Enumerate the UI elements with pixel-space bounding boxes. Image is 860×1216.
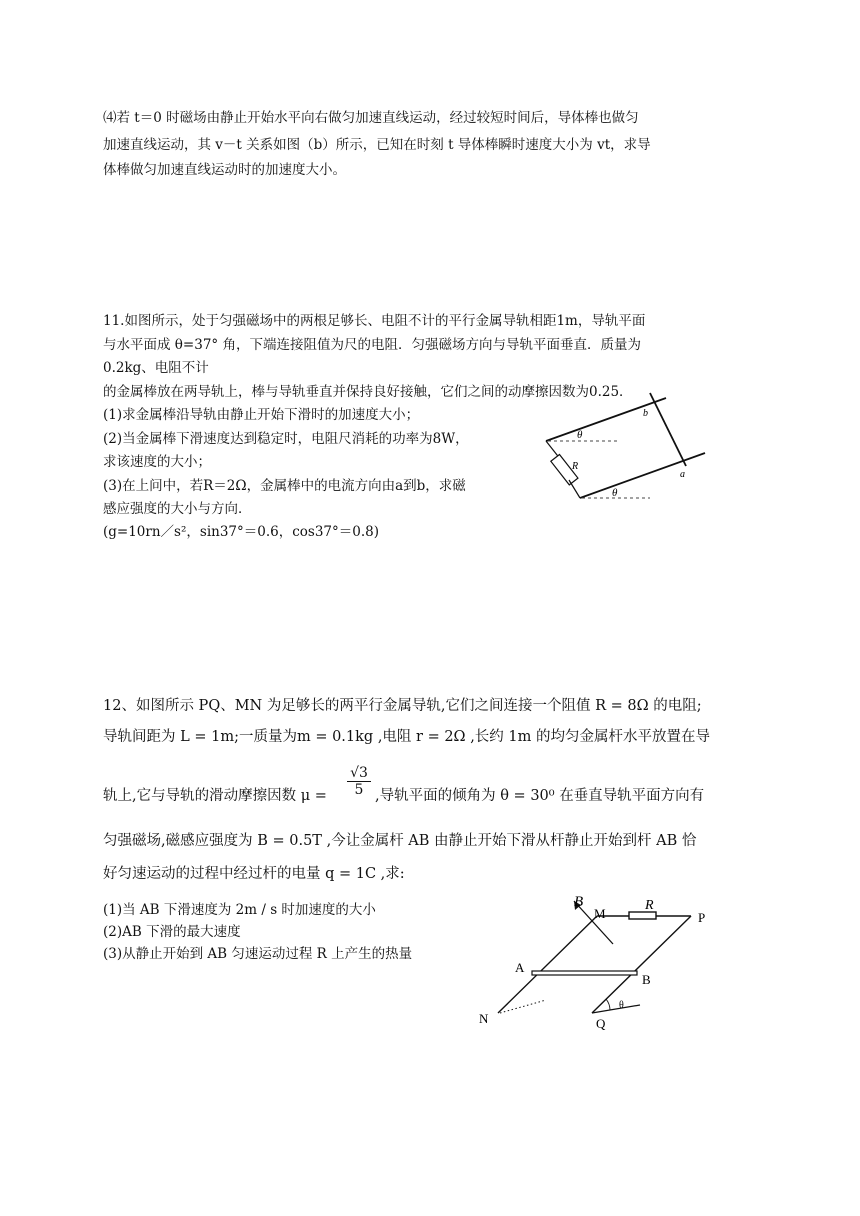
q11-fig-label-a: a bbox=[680, 469, 685, 480]
q12-line-3a: 轨上,它与导轨的滑动摩擦因数 μ = bbox=[103, 788, 327, 804]
q12-fig-theta: θ bbox=[619, 1000, 624, 1011]
q12-fig-resistor-R: R bbox=[645, 898, 654, 913]
q11-figure-incline-rails bbox=[540, 390, 720, 510]
q11-fig-resistor-label: R bbox=[572, 461, 579, 472]
q11-line-9: 感应强度的大小与方向． bbox=[103, 501, 252, 517]
q12-line-8: (3)从静止开始到 AB 匀速运动过程 R 上产生的热量 bbox=[103, 946, 413, 962]
q12-frac-numerator: √3 bbox=[347, 765, 371, 782]
q11-line-6: (2)当金属棒下滑速度达到稳定时，电阻尺消耗的功率为8W， bbox=[103, 431, 469, 447]
q12-line-1: 12、如图所示 PQ、MN 为足够长的两平行金属导轨,它们之间连接一个阻值 R = 8Ω 的电阻; bbox=[103, 698, 702, 714]
q12-fig-label-M: M bbox=[594, 906, 606, 921]
q12-line-7: (2)AB 下滑的最大速度 bbox=[103, 924, 241, 940]
q12-line-6: (1)当 AB 下滑速度为 2m / s 时加速度的大小 bbox=[103, 902, 376, 918]
q11-line-8: (3)在上问中，若R＝2Ω，金属棒中的电流方向由a到b，求磁 bbox=[103, 478, 466, 494]
q12-fig-label-B2: B bbox=[642, 972, 651, 987]
q11-line-3: 0.2kg、电阻不计 bbox=[103, 360, 209, 376]
q12-fig-label-P: P bbox=[698, 910, 706, 925]
q11-fig-theta-top: θ bbox=[577, 429, 583, 441]
q11-fig-theta-bottom: θ bbox=[612, 487, 618, 499]
q10-line-1: ⑷若 t＝0 时磁场由静止开始水平向右做匀加速直线运动，经过较短时间后，导体棒也做匀 bbox=[103, 110, 639, 126]
q12-frac-denominator: 5 bbox=[354, 782, 364, 798]
q12-line-2: 导轨间距为 L = 1m;一质量为m = 0.1kg ,电阻 r = 2Ω ,长约 1m 的均匀金属杆水平放置在导 bbox=[103, 729, 710, 745]
q12-line-4: 匀强磁场,磁感应强度为 B = 0.5T ,今让金属杆 AB 由静止开始下滑从杆静止开始到杆 AB 恰 bbox=[103, 833, 697, 849]
q12-friction-fraction bbox=[347, 765, 371, 798]
q12-line-3b: ,导轨平面的倾角为 θ = 30⁰ 在垂直导轨平面方向有 bbox=[375, 788, 705, 804]
q12-figure-inclined-rails bbox=[470, 885, 730, 1040]
q11-line-4: 的金属棒放在两导轨上，棒与导轨垂直并保持良好接触，它们之间的动摩擦因数为0.25． bbox=[103, 384, 633, 400]
q11-fig-label-b: b bbox=[643, 408, 648, 419]
q12-line-5: 好匀速运动的过程中经过杆的电量 q = 1C ,求: bbox=[103, 866, 405, 882]
q10-line-3: 体棒做匀加速直线运动时的加速度大小。 bbox=[103, 162, 346, 178]
q12-fig-label-N: N bbox=[479, 1011, 489, 1026]
q12-fig-field-B: B bbox=[574, 894, 584, 910]
q12-fig-label-A: A bbox=[515, 960, 525, 975]
q12-fig-label-Q: Q bbox=[596, 1016, 606, 1031]
q10-line-2: 加速直线运动，其 v－t 关系如图（b）所示，已知在时刻 t 导体棒瞬时速度大小为 vt，求导 bbox=[103, 137, 651, 153]
q11-line-7: 求该速度的大小； bbox=[103, 454, 211, 470]
q11-line-2: 与水平面成 θ=37° 角，下端连接阻值为尺的电阻．匀强磁场方向与导轨平面垂直．质量为 bbox=[103, 337, 641, 353]
q11-line-5: (1)求金属棒沿导轨由静止开始下滑时的加速度大小； bbox=[103, 407, 420, 423]
q11-line-1: 11.如图所示，处于匀强磁场中的两根足够长、电阻不计的平行金属导轨相距1m，导轨平面 bbox=[103, 313, 646, 329]
q11-line-10: (g=10rn／s²，sin37°＝0.6，cos37°＝0.8) bbox=[103, 524, 380, 540]
